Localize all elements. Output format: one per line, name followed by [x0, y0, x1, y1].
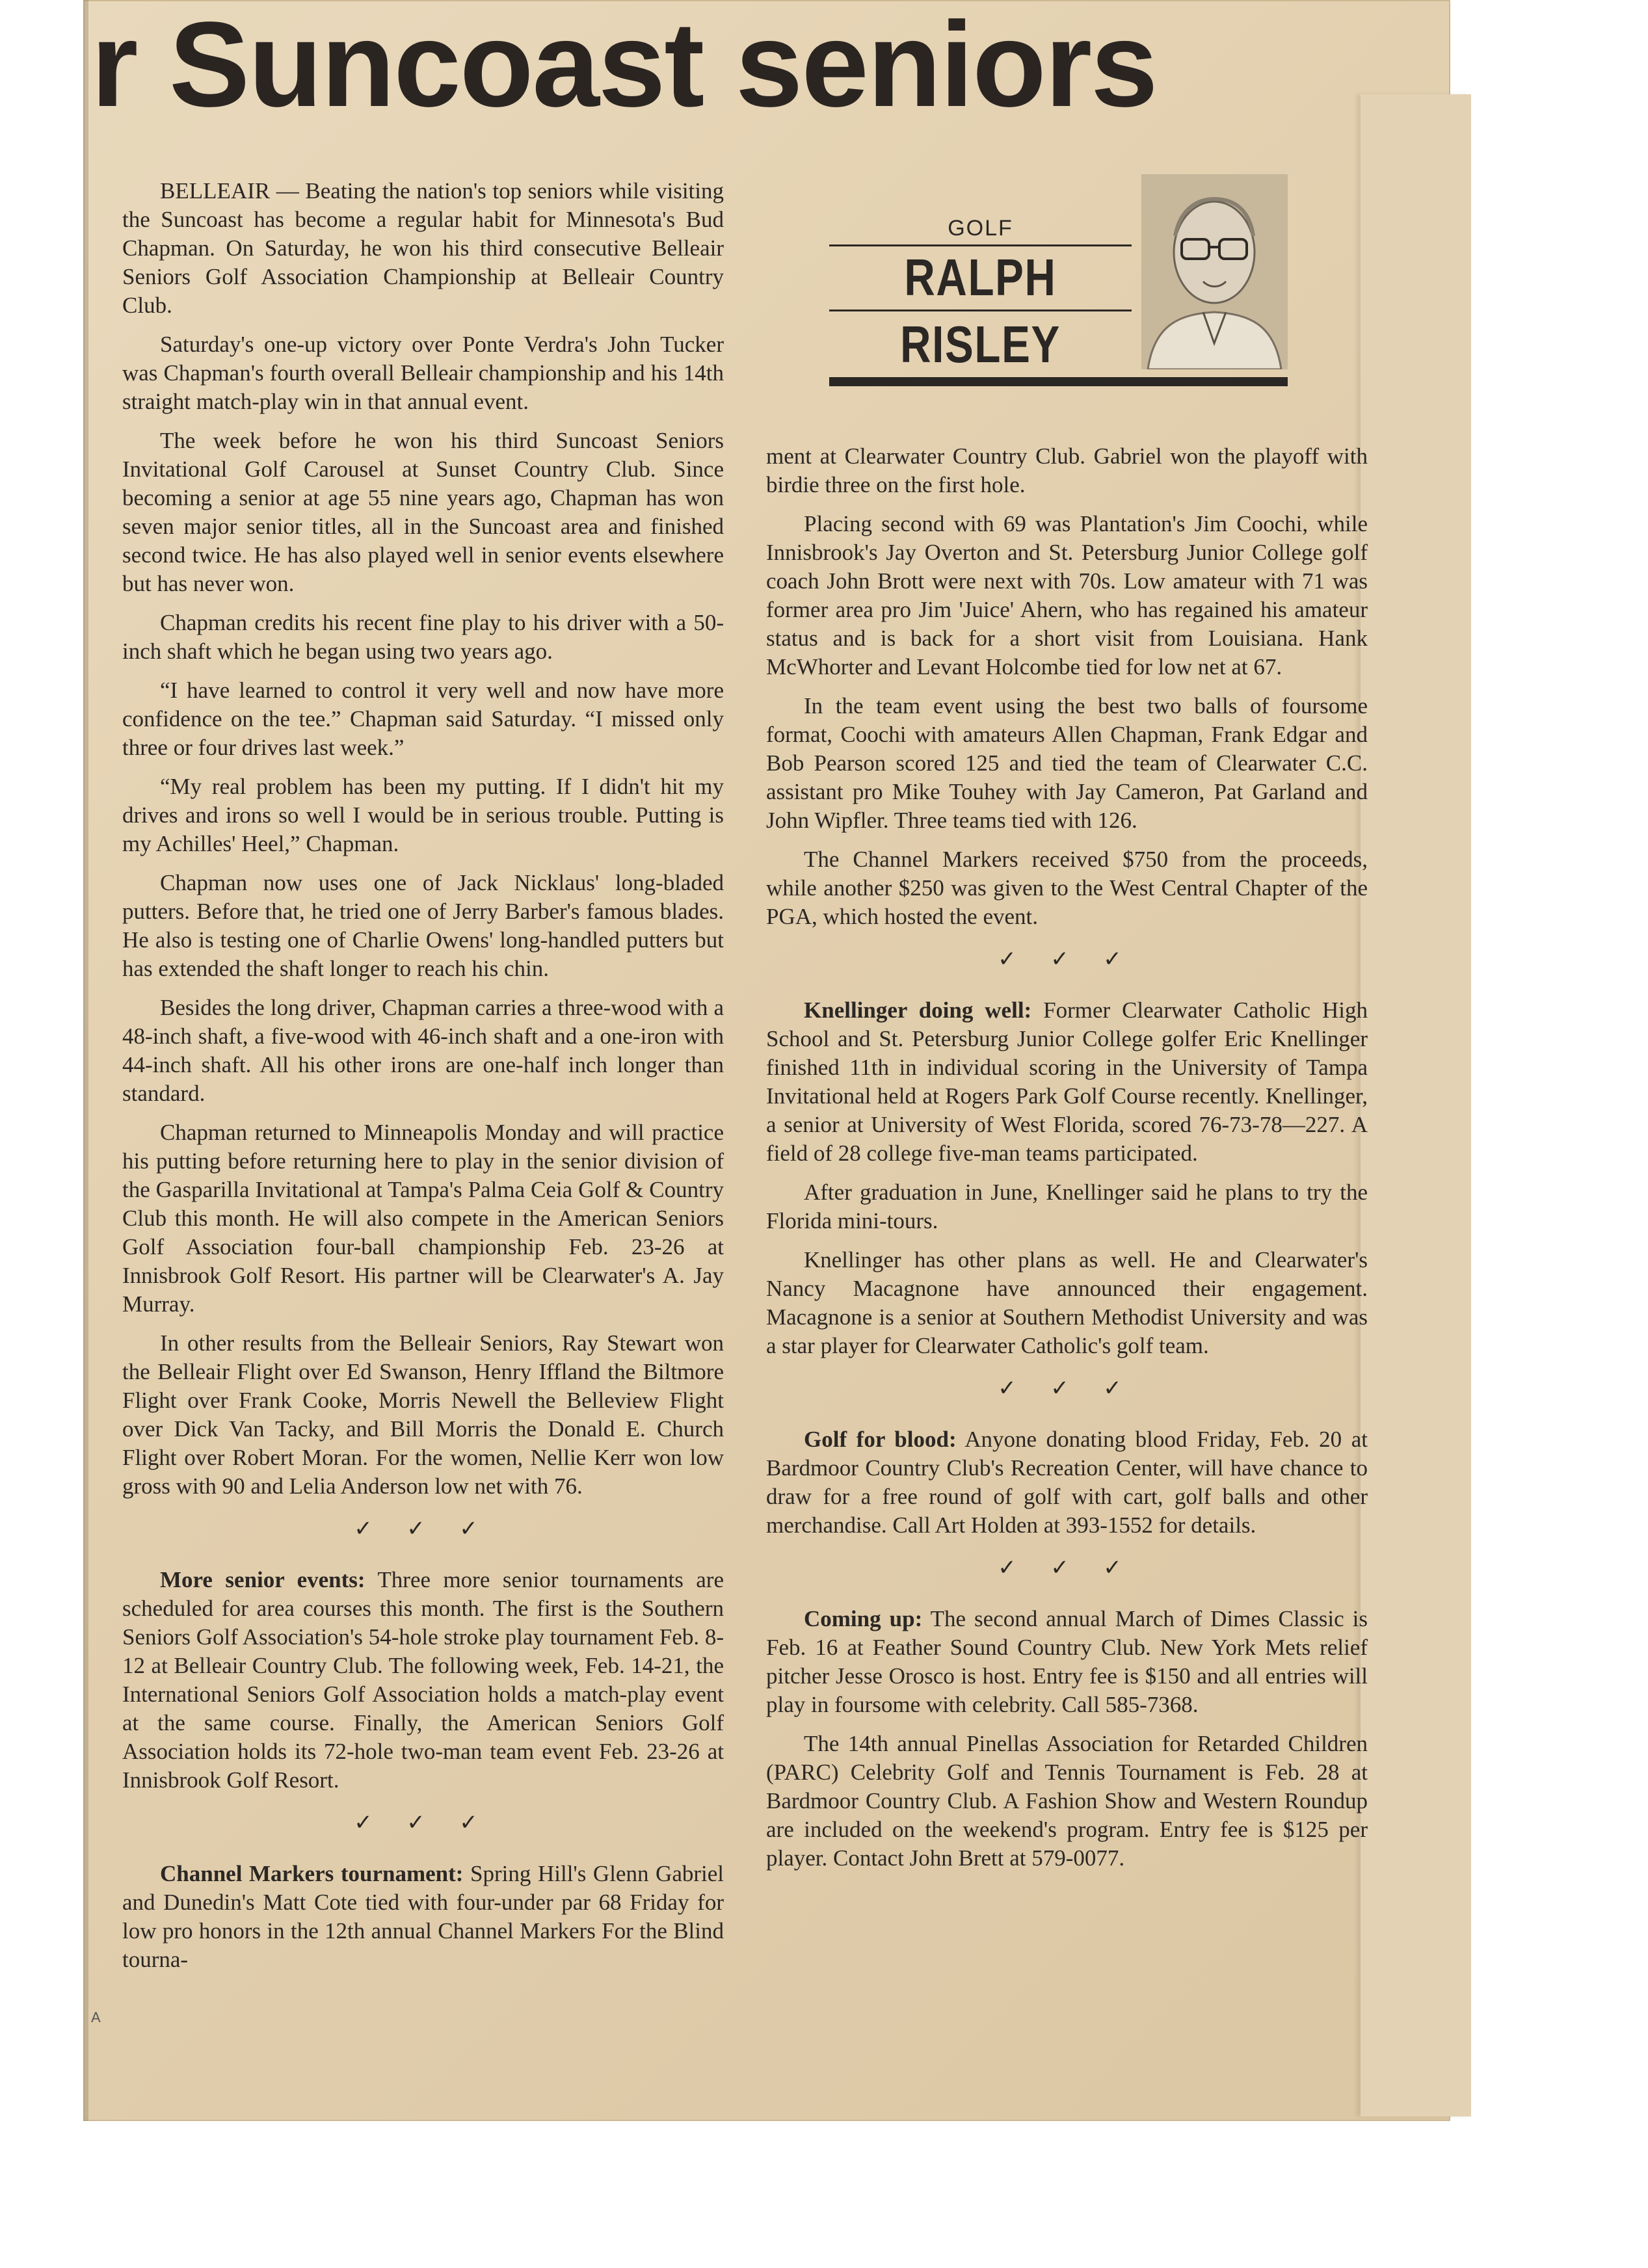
headline: r Suncoast seniors — [91, 13, 1157, 117]
columnist-byline — [829, 174, 1288, 395]
paragraph — [766, 1425, 1368, 1540]
byline-last-name: RISLEY — [900, 315, 1061, 373]
article-column-2 — [766, 442, 1368, 1883]
byline-heavy-rule — [829, 377, 1288, 386]
section-separator: ✓ ✓ ✓ — [354, 1517, 492, 1541]
paragraph: Knellinger has other plans as well. He and Clearwater's Nancy Macagnone have announced their engagement. Macagnone is a senior at Southern Methodist University and was a star player for Clearwater Catholic's golf team. — [766, 1247, 1368, 1358]
paragraph: The week before he won his third Suncoast Seniors Invitational Golf Carousel at Sunset Country Club. Since becoming a senior at age 55 nine years ago, Chapman has won seven major senior titles, all in the Suncoast area and finished second twice. He has also played well in senior events elsewhere but has never won. — [122, 428, 724, 596]
item-text: Former Clearwater Catholic High School and St. Petersburg Junior College golfer Eric Knellinger finished 11th in individual scoring in the University of Tampa Invitational held at Rogers Park Golf Course recently. Knellinger, a senior at University of West Florida, scored 76-73-78—227. A field of 28 college five-man teams participated. — [766, 997, 1368, 1166]
columnist-photo — [1141, 174, 1288, 369]
section-separator: ✓ ✓ ✓ — [998, 947, 1136, 971]
item-text: The second annual March of Dimes Classic is Feb. 16 at Feather Sound Country Club. New York Mets relief pitcher Jesse Orosco is host. Entry fee is $150 and all entries will play in foursome with celebrity. Call 585-7368. — [766, 1606, 1368, 1717]
clipping-left-edge — [83, 0, 88, 2121]
item-lead: Channel Markers tournament: — [160, 1861, 464, 1886]
paragraph: The 14th annual Pinellas Association for Retarded Children (PARC) Celebrity Golf and Tennis Tournament is Feb. 28 at Bardmoor Country Club. A Fashion Show and Western Roundup are included on the weekend's program. Entry fee is $125 per player. Contact John Brett at 579-0077. — [766, 1731, 1368, 1871]
paragraph: Chapman now uses one of Jack Nicklaus' long-bladed putters. Before that, he tried one of Jerry Barber's famous blades. He also is testing one of Charlie Owens' long-handled putters but has extended the shaft longer to reach his chin. — [122, 870, 724, 981]
byline-kicker: GOLF — [948, 216, 1013, 241]
item-lead: More senior events: — [160, 1567, 365, 1592]
paragraph: “My real problem has been my putting. If I didn't hit my drives and irons so well I would be in serious trouble. Putting is my Achilles' Heel,” Chapman. — [122, 774, 724, 856]
byline-first-name: RALPH — [904, 248, 1057, 306]
underlying-paper-edge — [1361, 94, 1471, 2116]
article-column-1 — [122, 177, 724, 1984]
paragraph: After graduation in June, Knellinger said he plans to try the Florida mini-tours. — [766, 1180, 1368, 1233]
item-lead: Knellinger doing well: — [804, 997, 1032, 1023]
item-text: Three more senior tournaments are scheduled for area courses this month. The first is the Southern Seniors Golf Association's 54-hole stroke play tournament Feb. 8-12 at Belleair Country Club. The following week, Feb. 14-21, the International Seniors Golf Association holds a match-play event at the same course. Finally, the American Seniors Golf Association holds its 72-hole two-man team event Feb. 23-26 at Innisbrook Golf Resort. — [122, 1567, 724, 1793]
paragraph: In other results from the Belleair Seniors, Ray Stewart won the Belleair Flight over Ed Swanson, Henry Iffland the Biltmore Flight over Frank Cooke, Morris Newell the Belleview Flight over Dick Van Tacky, and Bill Morris the Donald E. Church Flight over Robert Moran. For the women, Nellie Kerr won low gross with 90 and Lelia Anderson low net with 76. — [122, 1330, 724, 1499]
margin-mark: A — [91, 2009, 101, 2025]
byline-rule — [829, 244, 1132, 246]
byline-rule — [829, 310, 1132, 311]
item-text: Anyone donating blood Friday, Feb. 20 at Bardmoor Country Club's Recreation Center, will have chance to draw for a free round of golf with cart, golf balls and other merchandise. Call Art Holden at 393-1552 for details. — [766, 1427, 1368, 1538]
paragraph: Chapman returned to Minneapolis Monday and will practice his putting before returning here to play in the senior division of the Gasparilla Invitational at Tampa's Palma Ceia Golf & Country Club this month. He will also compete in the American Seniors Golf Association four-ball championship Feb. 23-26 at Innisbrook Golf Resort. His partner will be Clearwater's A. Jay Murray. — [122, 1120, 724, 1317]
paragraph: Besides the long driver, Chapman carries a three-wood with a 48-inch shaft, a five-wood with 46-inch shaft and a one-iron with 44-inch shaft. All his other irons are one-half inch longer than standard. — [122, 995, 724, 1106]
paragraph — [766, 996, 1368, 1168]
item-lead: Coming up: — [804, 1606, 923, 1631]
paragraph: Placing second with 69 was Plantation's Jim Coochi, while Innisbrook's Jay Overton and St. Petersburg Junior College golf coach John Brott were next with 70s. Low amateur with 71 was former area pro Jim 'Juice' Ahern, who has regained his amateur status and is back for a short visit from Louisiana. Hank McWhorter and Levant Holcombe tied for low net at 67. — [766, 511, 1368, 679]
section-separator: ✓ ✓ ✓ — [998, 1556, 1136, 1580]
paragraph: In the team event using the best two balls of foursome format, Coochi with amateurs Allen Chapman, Frank Edgar and Bob Pearson scored 125 and tied the team of Clearwater C.C. assistant pro Mike Touhey with Jay Cameron, Pat Garland and John Wipfler. Three teams tied with 126. — [766, 693, 1368, 833]
paragraph: The Channel Markers received $750 from the proceeds, while another $250 was given to the West Central Chapter of the PGA, which hosted the event. — [766, 847, 1368, 929]
item-text: Spring Hill's Glenn Gabriel and Dunedin's Matt Cote tied with four-under par 68 Friday for low pro honors in the 12th annual Channel Markers For the Blind tourna- — [122, 1861, 724, 1972]
paragraph: Saturday's one-up victory over Ponte Verdra's John Tucker was Chapman's fourth overall Belleair championship and his 14th straight match-play win in that annual event. — [122, 332, 724, 414]
paragraph — [766, 1605, 1368, 1719]
columnist-portrait-icon — [1141, 174, 1288, 369]
paragraph: Chapman credits his recent fine play to his driver with a 50-inch shaft which he began using two years ago. — [122, 610, 724, 664]
item-lead: Golf for blood: — [804, 1427, 957, 1452]
paragraph — [122, 1566, 724, 1795]
paragraph: BELLEAIR — Beating the nation's top seniors while visiting the Suncoast has become a regular habit for Minnesota's Bud Chapman. On Saturday, he won his third consecutive Belleair Seniors Golf Association Championship at Belleair Country Club. — [122, 178, 724, 318]
paragraph: ment at Clearwater Country Club. Gabriel won the playoff with birdie three on the first hole. — [766, 443, 1368, 497]
paragraph — [122, 1860, 724, 1974]
section-separator: ✓ ✓ ✓ — [998, 1377, 1136, 1401]
section-separator: ✓ ✓ ✓ — [354, 1811, 492, 1835]
paragraph: “I have learned to control it very well and now have more confidence on the tee.” Chapman said Saturday. “I missed only three or four drives last week.” — [122, 678, 724, 760]
